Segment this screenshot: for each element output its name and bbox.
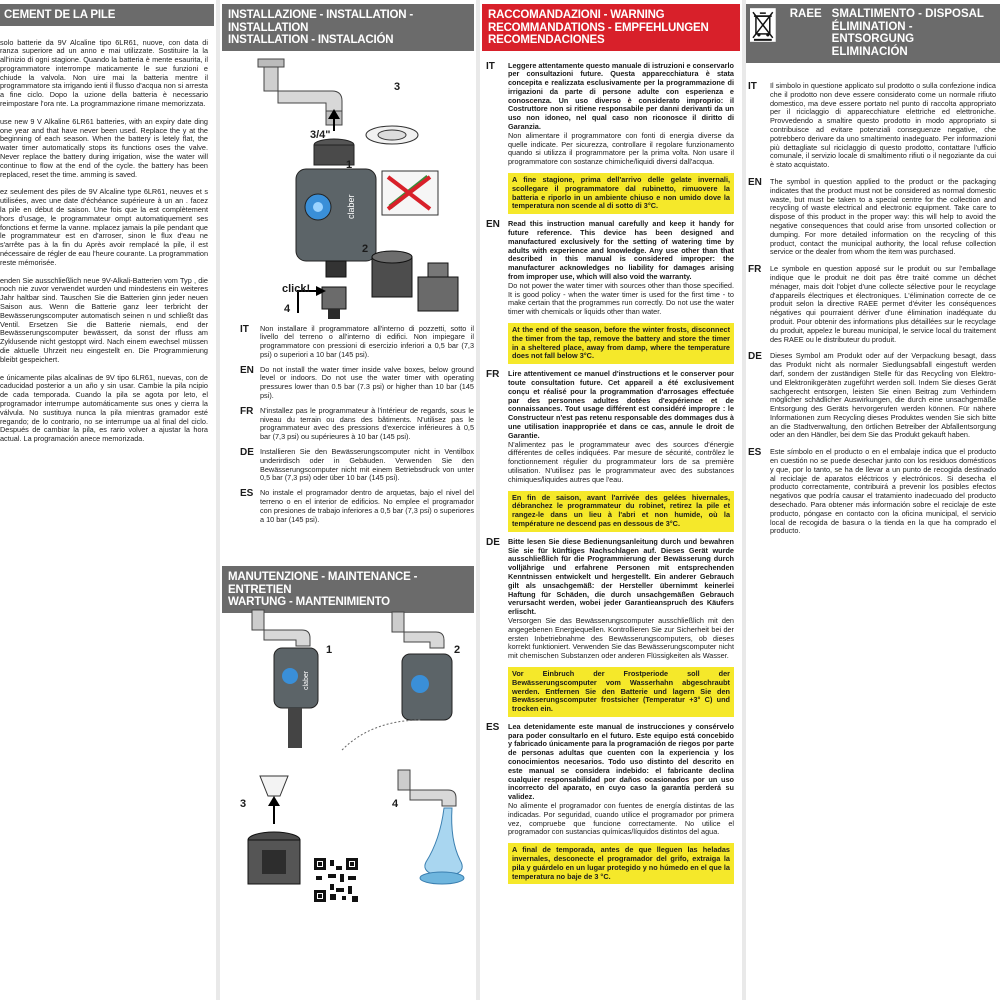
warning-text: N'alimentez pas le programmateur avec des sources d'énergie différentes de celles indiquées. Par mesure de sécurité, contrôlez le fonctionnement régulier du programmateur lors de sa première utilisation. N'utilisez pas le programmateur avec des substances chimiques/liquides autres que l'eau. — [508, 439, 734, 484]
battery-header: CEMENT DE LA PILE — [0, 0, 214, 26]
qr-code[interactable] — [314, 858, 358, 902]
install-note-it — [240, 325, 474, 360]
disposal-header — [746, 0, 1000, 63]
install-note-de — [240, 448, 474, 483]
warnings-header — [482, 0, 740, 51]
lang-code: IT — [748, 81, 757, 92]
crossed-bin-icon — [750, 8, 776, 42]
warning-bold-text: Leggere attentamente questo manuale di istruzioni e conservarlo per consultazioni future. Questa apparecchiatura è stata concepita e realizzata esclusivamente per la programmazione di irrigazioni da parte di persone adulte con esperienza e conoscenza. Un uso diverso è considerato improprio: il Costruttore non si ritiene responsabile per danni derivanti da un uso non idoneo, nel qual caso non riconosce il diritto di Garanzia. — [508, 60, 734, 132]
installation-header — [222, 0, 474, 51]
disposal-body — [746, 63, 1000, 536]
install-note-es — [240, 489, 474, 524]
disposal-text: Le symbole en question apposé sur le produit ou sur l'emballage indique que le produit ne doit pas être traité comme un déchet ménager, mais doit l'objet d'une collecte sélective pour le recyclage d'appareils électriques et électroniques. L'élimination correcte de ce produit selon la directive RAEE permet d'éviter les conséquences négatives qui pourraient dériver d'une élimination inadéquate du produit. Pour obtenir des informations plus détaillées sur le recyclage du produit, appelez le bureau municipal, le service local du traitement des RAEE ou le distributeur du produit. — [770, 264, 996, 344]
warning-section-fr — [486, 370, 734, 532]
lang-code: DE — [486, 536, 500, 548]
note-text: No instale el programador dentro de arquetas, bajo el nivel del terreno o en el interior de edificios. No emplee el programador con presiones de trabajo inferiores a 0,5 bar (7,3 psi) o superiores a 10 bar (145 psi). — [260, 488, 474, 524]
battery-paragraph-en: use new 9 V Alkaline 6LR61 batteries, with an expiry date ding one year and that have never been used. Replace the y at the beginning of each season. When the battery is letely flat, the water timer automatically stops its functions oses the valve. Never replace the battery during irrigation, wise the water will continue to flow at the end of the cycle. the battery has been replaced, reset the time. amming is saved. — [0, 116, 208, 179]
lang-code: ES — [748, 447, 762, 459]
warning-section-en — [486, 220, 734, 364]
warning-text: Non alimentare il programmatore con fonti di energia diverse da quelle indicate. Per sicurezza, controllare il regolare funzionamento quando si utilizza il programmatore per la prima volta. Non usare il programmatore con sostanze chimiche/liquidi diversi dall'acqua. — [508, 130, 734, 167]
installation-notes — [222, 325, 474, 525]
warning-text: Versorgen Sie das Bewässerungscomputer ausschließlich mit den angegebenen Energiequellen. Kontrollieren Sie zur Sicherheit bei der ersten Inbetriebnahme des Bewässerungscomputers, ob dieses korrekt funktioniert. Verwenden Sie das Bewässerungscomputer nicht mit chemischen Substanzen oder anderen Flüssigkeiten als Wasser. — [508, 615, 734, 661]
battery-paragraph-es: e únicamente pilas alcalinas de 9V tipo 6LR61, nuevas, con de caducidad posterior a un año y sin usar. Cambie la pila ncipio de cada temporada. Cuando la pila se agota por leto, el programador interrumpe automáticamente sus ones y cierra la válvula. No sustituya nunca la pila mientras gramador esté regando; de lo contrario, no se interrumpe ua al final del ciclo. Después de cambiar la pila, es rario volver a ajustar la hora actual. La programación anece memorizada. — [0, 372, 208, 444]
battery-paragraph-it: solo batterie da 9V Alcaline tipo 6LR61, nuove, con data di ranza superiore ad un anno e mai utilizzate. Sostituire la la all'inizio di ogni stagione. Quando la batteria è mente esaurita, il programmatore interrompe maticamente le sue funzioni e chiude la valvola. Non uire mai la batteria mentre il programmatore sta irrigando ienti il flusso d'acqua non si arresta a fine ciclo. Dopo la uzione della batteria è necessario reimpostare l'ora nte. La programmazione rimane memorizzata. — [0, 37, 208, 109]
warning-bold-text: Read this instruction manual carefully and keep it handy for future reference. This device has been designed and manufactured exclusively for the setting of watering time by adults with experience and knowledge. Any use other than that described in this manual is considered improper: the manufacturer acknowledges no liability for damages arising from improper use, which will also void the warranty. — [508, 219, 734, 282]
lang-code: IT — [486, 60, 495, 72]
lang-code: IT — [240, 323, 249, 335]
warnings-header-line1: RACCOMANDAZIONI - WARNING — [488, 9, 665, 21]
install-note-en — [240, 366, 474, 401]
disposal-header-line2: ÉLIMINATION - ENTSORGUNG — [831, 20, 915, 45]
installation-illustration — [222, 51, 474, 319]
maint-step-2-label: 2 — [454, 644, 461, 656]
lang-code: EN — [240, 364, 254, 376]
note-text: Installieren Sie den Bewässerungscomputer nicht in Ventilbox underirdisch oder in Gebäuden. Verwenden Sie den Bewässerungscomputer nicht mit einem Betriebsdruck von unter 0,5 bar (7,3 psi) oder über 10 bar (145 psi). — [260, 447, 474, 483]
disposal-column — [746, 0, 1000, 1000]
lang-code: ES — [240, 488, 254, 500]
disposal-header-line1: SMALTIMENTO - DISPOSAL — [831, 8, 984, 20]
install-note-fr — [240, 407, 474, 442]
column-divider — [216, 0, 220, 1000]
warnings-body — [482, 51, 740, 885]
timer-brand-label: claber — [346, 193, 356, 219]
note-text: N'installez pas le programmateur à l'intérieur de regards, sous le niveau du terrain ou dans des bâtiments. N'utilisez pas le programmateur avec des pressions d'exercice inférieures à 0,5 bar (7,3 psi) ou supérieures à 10 bar (145 psi). — [260, 405, 474, 442]
step-4-label: 4 — [284, 302, 291, 315]
lang-code: FR — [748, 264, 762, 276]
disposal-section-es — [748, 448, 996, 536]
warning-section-es — [486, 723, 734, 885]
lang-code: FR — [486, 369, 500, 381]
installation-header-line2: INSTALLATION - INSTALACIÓN — [228, 34, 394, 46]
lang-code: DE — [240, 447, 254, 459]
winter-warning-box: Vor Einbruch der Frostperiode soll der Bewässerungscomputer vom Wasserhahn abgeschraubt werden. Entfernen Sie den Batterie und lagern Sie den Bewässerungscomputer frostsicher (Temperatur +3° C) und trocken ein. — [508, 667, 734, 717]
maintenance-illustration — [222, 600, 474, 930]
winter-warning-box: A final de temporada, antes de que lleguen las heladas invernales, desconecte el programador del grifo, extraiga la pila y guárdelo en un lugar protegido y no húmedo en el que la temperatura no baje de 3 °C. — [508, 843, 734, 884]
installation-column — [222, 0, 474, 1000]
disposal-section-fr — [748, 265, 996, 344]
column-divider — [476, 0, 480, 1000]
note-text: Do not install the water timer inside valve boxes, below ground level or indoors. Do not use the water timer with operating pressures lower than 0.5 bar (7.3 psi) or higher than 10 bar (145 psi). — [260, 364, 474, 401]
click-label: click! — [282, 282, 311, 295]
warning-section-it — [486, 62, 734, 215]
battery-column — [0, 0, 214, 1000]
warning-bold-text: Lire attentivement ce manuel d'instructions et le conserver pour toute consultation future. Cet appareil a été exclusivement conçu et réalisé pour la programmation d'arrosages effectuée par des personnes adultes dotées d'expérience et de connaissances. Tout usage différent est considéré impropre : le Constructeur n'est pas retenu responsable des dommages dus à une utilisation inappropriée et dans ce cas, annule le droit de Garantie. — [508, 369, 734, 440]
maint-step-4-label: 4 — [392, 798, 399, 810]
lang-code: DE — [748, 351, 762, 363]
maint-step-3-label: 3 — [240, 798, 247, 810]
timer-brand-label: claber — [303, 670, 310, 690]
disposal-text: Este símbolo en el producto o en el embalaje indica que el producto en cuestión no se puede desechar junto con los residuos domésticos y que, por lo tanto, se ha de llevar a un punto de recogida destinado al reciclaje de aparatos eléctricos y electrónicos. Si desecha el producto correctamente, contribuirá a prevenir los posibles efectos negativos que podría causar el tratamiento inadecuado del producto desechado. Para obtener más información sobre el reciclaje de este producto, póngase en contacto con la oficina municipal, el servicio local de recogida de basura o la tienda en la que ha comprado el producto. — [770, 447, 996, 536]
winter-warning-box: At the end of the season, before the winter frosts, disconnect the timer from the tap, remove the battery and store the timer in a sheltered place, away from damp, where the temperature does not fall below 3°C. — [508, 323, 734, 364]
winter-warning-box: En fin de saison, avant l'arrivée des gelées hivernales, débranchez le programmateur du robinet, retirez la pile et rangez-le dans un lieu à l'abri et non humide, où la température ne descend pas en dessous de 3°C. — [508, 491, 734, 532]
step-3-label: 3 — [394, 80, 401, 93]
warnings-header-line3: RECOMENDACIONES — [488, 34, 605, 46]
disposal-text: The symbol in question applied to the product or the packaging indicates that the product must not be considered as normal domestic waste, but must be taken to a special centre for the collection and recycling of waste electrical and electronic equipment. Take care to dispose of this product in the proper way: this will help to avoid the negative consequences that could arise from unsorted collection or dumping. For more detailed information on the recycling of this product, contact the municipal authority, the local refuse collection service or the dealer from whom the item was purchased. — [770, 176, 996, 257]
raee-label: RAEE — [789, 8, 822, 20]
lang-code: FR — [240, 405, 254, 417]
installation-drawing — [222, 51, 474, 319]
step-2-label: 2 — [362, 242, 369, 255]
maint-step-1-label: 1 — [326, 644, 333, 656]
disposal-section-it — [748, 82, 996, 170]
note-text: Non installare il programmatore all'interno di pozzetti, sotto il livello del terreno o all'interno di edifici. Non impiegare il programmatore con pressioni di esercizio inferiori a 0,5 bar (7,3 psi) o superiori a 10 bar (145 psi). — [260, 323, 474, 359]
thread-size-label: 3/4" — [310, 128, 331, 141]
disposal-text: Dieses Symbol am Produkt oder auf der Verpackung besagt, dass das Produkt nicht als normaler Siedlungsabfall eingestuft werden darf, sondern der zuständigen Stelle für das Recycling von Elektro- und Elektronikgeräten zugeführt werden soll. Indem Sie dieses Gerät sachgerecht entsorgen, leisten Sie einen Beitrag zum Verhindern möglicher schädlicher Auswirkungen, die durch eine unsachgemäße Entsorgung des Geräts hervorgerufen werden können. Für nähere Informationen zum Recycling dieses Produktes wenden Sie sich bitte an die Stadtverwaltung, den örtlichen Betreiber der Abfallentsorgung oder an den Händler, bei dem Sie das Produkt gekauft haben. — [770, 351, 996, 440]
disposal-section-en — [748, 178, 996, 257]
lang-code: ES — [486, 721, 500, 733]
warning-text: No alimente el programador con fuentes de energía distintas de las indicadas. Por seguridad, cuando utilice el programador por primera vez, compruebe que funcione correctamente. No utilice el programador con sustancias químicas/líquidos distintos del agua. — [508, 801, 734, 837]
battery-paragraph-fr: ez seulement des piles de 9V Alcaline type 6LR61, neuves et s utilisées, avec une date d'échéance supérieure à un an . facez la pile en début de saison. Une fois que la est complètement hors d'usage, le programmateur ompt automatiquement ses fonctions et ferme la vanne. mplacez jamais la pile pendant que le programmateur est en d'arroser, sinon le flux d'eau ne s'arrête pas à la fin du Après avoir remplacé la pile, il est nécessaire de régler de eau l'heure courante. La programmation reste mémorisée. — [0, 187, 208, 267]
warning-bold-text: Lea detenidamente este manual de instrucciones y consérvelo para poder consultarlo en el futuro. Este equipo está concebido y fabricado únicamente para la programación de riegos por parte de personas adultas que cuenten con la experiencia y los conocimientos necesarios. Todo uso distinto del descrito en este manual se considera indebido: el fabricante declina cualquier responsabilidad por daños ocasionados por un uso incorrecto del aparato, en cuyo caso la garantía perderá su validez. — [508, 721, 734, 802]
installation-header-line1: INSTALLAZIONE - INSTALLATION - INSTALLATION — [228, 9, 414, 34]
warning-section-de — [486, 538, 734, 717]
step-1-label: 1 — [346, 158, 353, 171]
lang-code: EN — [748, 176, 762, 188]
disposal-header-line3: ELIMINACIÓN — [831, 45, 908, 58]
warnings-header-line2: RECOMMANDATIONS - EMPFEHLUNGEN — [488, 21, 709, 34]
warning-bold-text: Bitte lesen Sie diese Bedienungsanleitung durch und bewahren Sie sie für künftiges Nachschlagen auf. Dieses Gerät wurde ausschließlich für die Programmierung der Bewässerung durch volljährige und erfahrene Personen mit entsprechenden Kenntnissen entwickelt und hergestellt. Ein anderer Gebrauch gilt als unsachgemäß: der Hersteller übernimmt keinerlei Haftung für Schäden, die durch unsachgemäßen Gebrauch verursacht werden, wobei jeder Garantieanspruch des Käufers erlischt. — [508, 536, 734, 617]
maintenance-header-line1: MANUTENZIONE - MAINTENANCE - ENTRETIEN — [228, 571, 418, 596]
disposal-section-de — [748, 352, 996, 440]
warning-text: Do not power the water timer with sources other than those specified. It is good policy - when the water timer is used for the first time - to make certain that the programmes run correctly. Do not use the water timer with chemicals or liquids other than water. — [508, 280, 734, 317]
maintenance-header-line2: WARTUNG - MANTENIMIENTO — [228, 596, 390, 608]
disposal-text: Il simbolo in questione applicato sul prodotto o sulla confezione indica che il prodotto non deve essere considerato come un normale rifiuto domestico, ma deve essere portato nel punto di raccolta appropriato per il riciclaggio di apparecchiature elettriche ed elettroniche. Provvedendo a smaltire questo prodotto in modo appropriato si contribuisce ad evitare potenziali conseguenze negative, che potrebbero derivare da uno smaltimento inadeguato. Per informazioni più dettagliate sul riciclaggio di questo prodotto, contattare l'ufficio comunale, il servizio locale di smaltimento rifiuti o il negoziante da cui è stato acquistato. — [770, 81, 996, 170]
battery-paragraph-de: enden Sie ausschließlich neue 9V-Alkali-Batterien vom Typ , die noch nie zuvor verwendet wurden und mindestens ein weiteres Jahr haltbar sind. Tauschen Sie die Batterien ginn jeder neuen Saison aus. Wenn die Batterie ganz leer terbricht der Bewässerungscomputer automatisch seinen n und schließt das Ventil. Ersetzen Sie die Batterie niemals, end der Bewässerungscomputer bewässert, da sonst der rfluss am Zyklusende nicht gestoppt wird. Nach einem ewechsel müssen die aktuelle Uhrzeit neu eingestellt en. Die Programmierung bleibt gespeichert. — [0, 275, 208, 364]
lang-code: EN — [486, 219, 500, 231]
warnings-column — [482, 0, 740, 1000]
winter-warning-box: A fine stagione, prima dell'arrivo delle gelate invernali, scollegare il programmatore dal rubinetto, rimuovere la batteria e riporlo in un ambiente chiuso e non umido dove la temperatura non scende al di sotto di 3°C. — [508, 173, 734, 214]
disposal-title — [790, 8, 996, 58]
